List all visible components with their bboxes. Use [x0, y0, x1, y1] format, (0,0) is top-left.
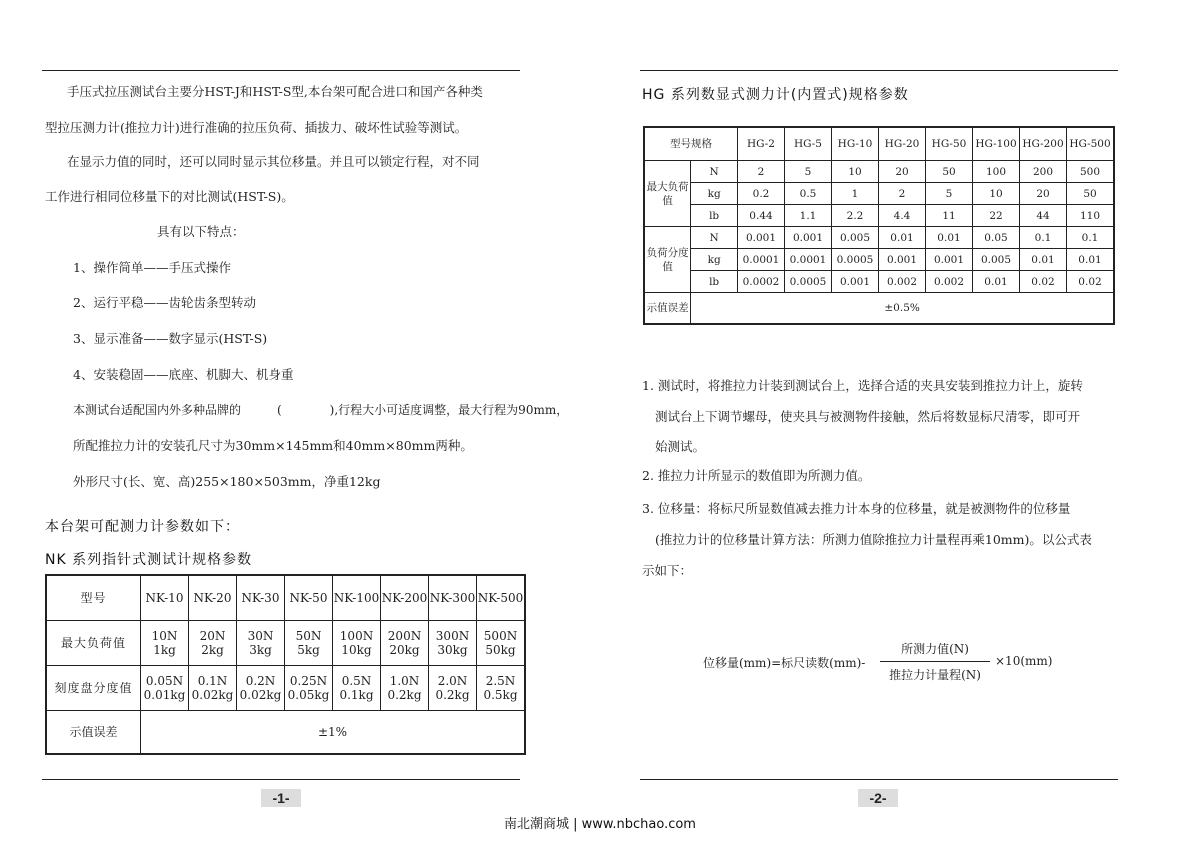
table-cell: 50: [1067, 183, 1115, 205]
table-cell: 0.44: [738, 205, 785, 227]
instruction-line: 2. 推拉力计所显示的数值即为所测力值。: [642, 468, 871, 483]
column-header: HG-2: [738, 127, 785, 161]
table-row: [644, 227, 1114, 249]
column-header: HG-10: [832, 127, 879, 161]
unit-cell: lb: [691, 271, 738, 293]
row-header: 示值误差: [46, 711, 141, 755]
table-cell: 0.1N 0.02kg: [189, 666, 237, 711]
table-cell: 2: [738, 161, 785, 183]
error-value: ±1%: [141, 711, 526, 755]
table-cell: 22: [973, 205, 1020, 227]
table-row: [46, 621, 525, 666]
table-row: [644, 183, 1114, 205]
table-cell: 200: [1020, 161, 1067, 183]
unit-cell: N: [691, 161, 738, 183]
table-cell: 500N 50kg: [477, 621, 526, 666]
page-number: -1-: [261, 789, 301, 807]
paragraph: 手压式拉压测试台主要分HST-J和HST-S型,本台架可配合进口和国产各种类: [67, 84, 483, 99]
features-heading: 具有以下特点：: [157, 224, 245, 239]
page2-bottom-rule: [640, 779, 1118, 780]
table-cell: 0.002: [926, 271, 973, 293]
table-cell: 0.02: [1020, 271, 1067, 293]
table-cell: 0.25N 0.05kg: [285, 666, 333, 711]
table-cell: 30N 3kg: [237, 621, 285, 666]
nk-table-title: NK 系列指针式测试计规格参数: [45, 552, 253, 568]
table-cell: 200N 20kg: [381, 621, 429, 666]
column-header: HG-200: [1020, 127, 1067, 161]
table-cell: 0.005: [973, 249, 1020, 271]
column-header: HG-20: [879, 127, 926, 161]
row-header: 最大负荷值: [46, 621, 141, 666]
table-cell: 110: [1067, 205, 1115, 227]
instruction-line: 测试台上下调节螺母，使夹具与被测物件接触，然后将数显标尺清零，即可开: [655, 409, 1081, 424]
feature-item: 3、显示准备——数字显示(HST-S): [73, 331, 268, 346]
formula-numerator: 所测力值(N): [901, 642, 969, 656]
instruction-line: 1. 测试时，将推拉力计装到测试台上，选择合适的夹具安装到推拉力计上，旋转: [642, 378, 1083, 393]
row-header: 型号: [46, 575, 141, 621]
table-cell: 0.01: [926, 227, 973, 249]
paragraph: 工作进行相同位移量下的对比测试(HST-S)。: [45, 189, 294, 204]
table-cell: 0.001: [926, 249, 973, 271]
table-cell: 50: [926, 161, 973, 183]
table-cell: 0.0005: [832, 249, 879, 271]
table-row: [644, 205, 1114, 227]
table-cell: 0.0001: [785, 249, 832, 271]
formula-lhs: 位移量(mm)=标尺读数(mm)-: [703, 656, 866, 670]
row-header: 刻度盘分度值: [46, 666, 141, 711]
formula-fraction: [880, 640, 990, 683]
table-row: [644, 161, 1114, 183]
table-cell: 5: [926, 183, 973, 205]
row-group-header: 负荷分度值: [644, 227, 691, 293]
table-cell: 0.1: [1020, 227, 1067, 249]
nk-spec-table: [45, 574, 526, 755]
table-cell: 500: [1067, 161, 1115, 183]
table-cell: 0.01: [973, 271, 1020, 293]
error-value: ±0.5%: [691, 293, 1114, 325]
table-cell: 2: [879, 183, 926, 205]
table-row: [46, 666, 525, 711]
table-cell: NK-500: [477, 575, 526, 621]
table-cell: NK-20: [189, 575, 237, 621]
paragraph: 型拉压测力计(推拉力计)进行准确的拉压负荷、插拔力、破坏性试验等测试。: [45, 120, 468, 135]
table-cell: 1.0N 0.2kg: [381, 666, 429, 711]
row-header: 示值误差: [644, 293, 691, 325]
table-cell: 0.001: [832, 271, 879, 293]
unit-cell: N: [691, 227, 738, 249]
table-cell: 11: [926, 205, 973, 227]
table-cell: 0.001: [879, 249, 926, 271]
table-cell: 0.0002: [738, 271, 785, 293]
table-cell: 10: [832, 161, 879, 183]
page-number: -2-: [858, 789, 898, 807]
table-row: [644, 293, 1114, 325]
column-header: HG-50: [926, 127, 973, 161]
unit-cell: kg: [691, 183, 738, 205]
table-cell: 300N 30kg: [429, 621, 477, 666]
table-cell: NK-30: [237, 575, 285, 621]
table-cell: 0.01: [1067, 249, 1115, 271]
table-cell: NK-100: [333, 575, 381, 621]
table-cell: 0.5N 0.1kg: [333, 666, 381, 711]
page2-top-rule: [640, 70, 1118, 71]
table-cell: NK-300: [429, 575, 477, 621]
table-cell: 0.05: [973, 227, 1020, 249]
page1-top-rule: [42, 70, 520, 71]
table-cell: 0.02: [1067, 271, 1115, 293]
table-cell: 2.2: [832, 205, 879, 227]
table-cell: 44: [1020, 205, 1067, 227]
paragraph: 本测试台适配国内外多种品牌的 ( ),行程大小可适度调整，最大行程为90mm，: [73, 403, 569, 417]
paragraph: 所配推拉力计的安装孔尺寸为30mm×145mm和40mm×80mm两种。: [73, 438, 473, 453]
table-cell: 100: [973, 161, 1020, 183]
footer-watermark: 南北潮商城 | www.nbchao.com: [504, 817, 696, 832]
table-cell: 5: [785, 161, 832, 183]
instruction-line: 示如下：: [642, 563, 693, 578]
table-cell: 20: [879, 161, 926, 183]
feature-item: 1、操作简单——手压式操作: [73, 260, 231, 275]
hg-spec-table: [643, 126, 1115, 325]
column-header: HG-5: [785, 127, 832, 161]
table-cell: 0.002: [879, 271, 926, 293]
table-row: [644, 271, 1114, 293]
instruction-line: 3. 位移量：将标尺所显数值减去推力计本身的位移量，就是被测物件的位移量: [642, 501, 1071, 516]
column-header: HG-100: [973, 127, 1020, 161]
table-cell: 0.001: [738, 227, 785, 249]
feature-item: 2、运行平稳——齿轮齿条型转动: [73, 295, 256, 310]
table-cell: NK-200: [381, 575, 429, 621]
paragraph: 外形尺寸(长、宽、高)255×180×503mm，净重12kg: [73, 474, 381, 489]
table-cell: 50N 5kg: [285, 621, 333, 666]
table-cell: 1: [832, 183, 879, 205]
column-header: HG-500: [1067, 127, 1115, 161]
table-cell: 0.001: [785, 227, 832, 249]
table-cell: 0.0001: [738, 249, 785, 271]
page1-bottom-rule: [42, 779, 520, 780]
table-row: [644, 249, 1114, 271]
formula-denominator: 推拉力计量程(N): [889, 668, 981, 682]
table-cell: 0.2: [738, 183, 785, 205]
table-cell: 4.4: [879, 205, 926, 227]
feature-item: 4、安装稳固——底座、机脚大、机身重: [73, 367, 294, 382]
table-cell: 2.5N 0.5kg: [477, 666, 526, 711]
instruction-line: (推拉力计的位移量计算方法：所测力值除推拉力计量程再乘10mm)。以公式表: [655, 532, 1092, 547]
table-header-row: [644, 127, 1114, 161]
table-cell: 0.5: [785, 183, 832, 205]
table-cell: 0.2N 0.02kg: [237, 666, 285, 711]
formula-rhs: ×10(mm): [995, 654, 1053, 668]
table-cell: 0.01: [1020, 249, 1067, 271]
table-cell: 0.0005: [785, 271, 832, 293]
table-cell: 20N 2kg: [189, 621, 237, 666]
table-cell: 0.005: [832, 227, 879, 249]
table-row: [46, 711, 525, 755]
fraction-bar: [880, 661, 990, 662]
table-cell: 100N 10kg: [333, 621, 381, 666]
paragraph: 在显示力值的同时，还可以同时显示其位移量。并且可以锁定行程，对不同: [67, 154, 480, 169]
table-cell: 0.1: [1067, 227, 1115, 249]
table-cell: 0.01: [879, 227, 926, 249]
table-cell: NK-50: [285, 575, 333, 621]
table-cell: NK-10: [141, 575, 189, 621]
column-header: 型号规格: [644, 127, 738, 161]
unit-cell: kg: [691, 249, 738, 271]
table-cell: 0.05N 0.01kg: [141, 666, 189, 711]
table-cell: 20: [1020, 183, 1067, 205]
table-cell: 10: [973, 183, 1020, 205]
instruction-line: 始测试。: [655, 439, 706, 454]
section-heading: 本台架可配测力计参数如下：: [45, 519, 240, 535]
row-group-header: 最大负荷值: [644, 161, 691, 227]
table-row: [46, 575, 525, 621]
hg-table-title: HG 系列数显式测力计(内置式)规格参数: [642, 87, 909, 103]
table-cell: 2.0N 0.2kg: [429, 666, 477, 711]
unit-cell: lb: [691, 205, 738, 227]
table-cell: 1.1: [785, 205, 832, 227]
table-cell: 10N 1kg: [141, 621, 189, 666]
